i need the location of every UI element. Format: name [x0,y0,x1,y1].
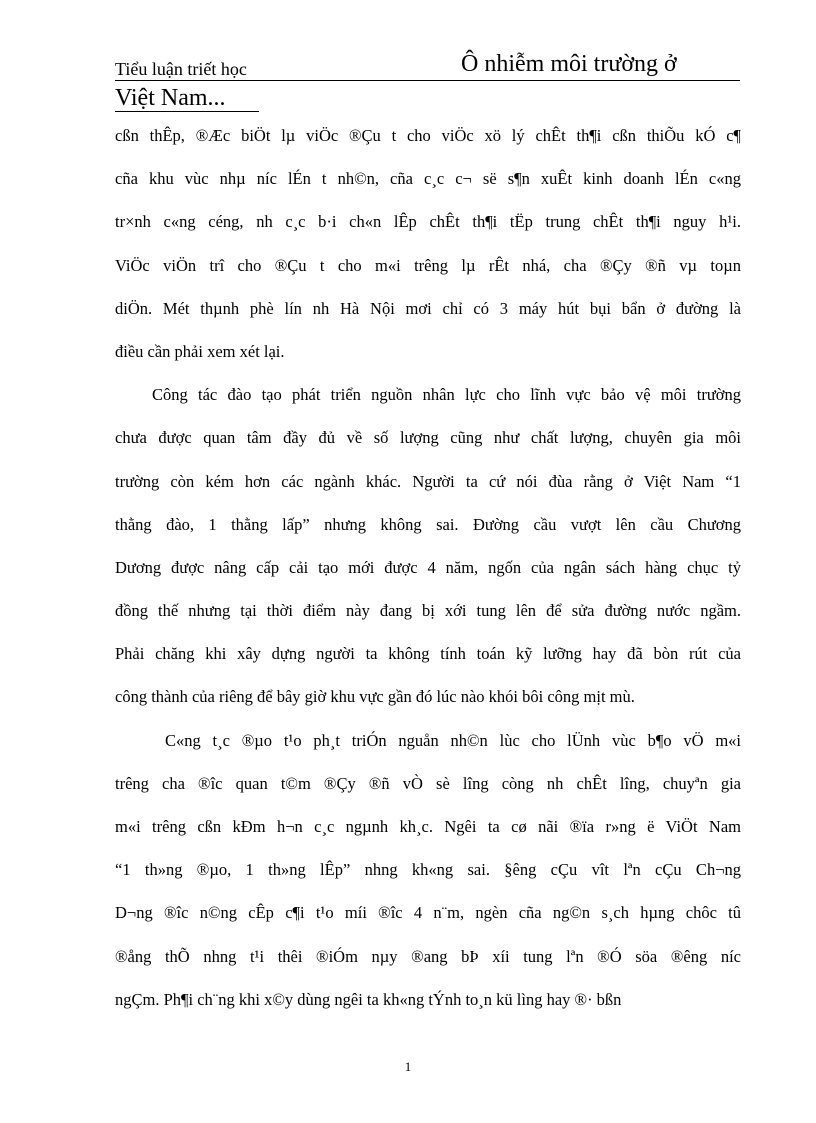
text-line: cßn thÊp, ®Æc biÖt lµ viÖc ®Çu t cho viÖc xö lý chÊt th¶i cßn thiÕu kÓ c¶ [115,126,741,145]
header-left-title: Tiểu luận triết học [115,59,247,79]
text-line: m«i trêng cßn kÐm h¬n c¸c ngµnh kh¸c. Ngêi ta cø nãi ®ïa r»ng ë ViÖt Nam [115,817,741,836]
paragraph [115,373,741,719]
page-number: 1 [404,1059,412,1074]
header-right-title: Ô nhiễm môi trường ở [461,51,677,77]
text-line: chưa được quan tâm đầy đủ về số lượng cũng như chất lượng, chuyên gia môi [115,428,741,448]
paragraph [115,114,741,373]
text-line: điều cần phải xem xét lại. [115,341,285,361]
text-line: ngÇm. Ph¶i ch¨ng khi x©y dùng ngêi ta kh«ng tÝnh to¸n kü lìng hay ®· bßn [115,989,622,1009]
text-line: D¬ng ®îc n©ng cÊp c¶i t¹o míi ®îc 4 n¨m, ngèn cña ng©n s¸ch hµng chôc tû [115,903,741,923]
header-title-continuation: Việt Nam... [115,85,226,111]
page-header [115,50,740,111]
text-line: “1 th»ng ®µo, 1 th»ng lÊp” nhng kh«ng sai. §êng cÇu vît lªn cÇu Ch¬ng [115,860,741,880]
text-line: công thành của riêng để bây giờ khu vực gần đó lúc nào khói bôi công mịt mù. [115,687,635,707]
text-line: Dương được nâng cấp cải tạo mới được 4 năm, ngốn của ngân sách hàng chục tỷ [115,557,741,577]
header-continuation-underline [115,111,259,112]
text-line: ViÖc viÖn trî cho ®Çu t cho m«i trêng lµ rÊt nhá, cha ®Çy ®ñ vµ toµn [115,255,741,275]
text-line: tr×nh c«ng céng, nh c¸c b·i ch«n lÊp chÊt th¶i tËp trung chÊt th¶i nguy h¹i. [115,212,741,232]
text-line: thằng đào, 1 thằng lấp” nhưng không sai. Đường cầu vượt lên cầu Chương [115,514,741,534]
text-line: C«ng t¸c ®µo t¹o ph¸t triÓn nguån nh©n lùc cho lÜnh vùc b¶o vÖ m«i [165,730,741,750]
paragraph [115,719,741,1021]
text-line: đồng thế nhưng tại thời điểm này đang bị xới tung lên để sửa đường nước ngầm. [115,601,741,621]
text-line: ®ång thÕ nhng t¹i thêi ®iÓm nµy ®ang bÞ xíi tung lªn ®Ó söa ®êng níc [115,946,741,966]
header-underline [115,80,740,81]
text-line: Công tác đào tạo phát triển nguồn nhân lực cho lĩnh vực bảo vệ môi trường [152,385,741,405]
body-text [115,114,741,1021]
text-line: trêng cha ®îc quan t©m ®Çy ®ñ vÒ sè lîng còng nh chÊt lîng, chuyªn gia [115,773,741,793]
text-line: cña khu vùc nhµ níc lÉn t nh©n, cña c¸c c¬ së s¶n xuÊt kinh doanh lÉn c«ng [115,169,741,189]
text-line: diÖn. Mét thµnh phè lín nh Hà Nội mơi chỉ có 3 máy hút bụi bẩn ở đường là [115,298,741,318]
text-line: trường còn kém hơn các ngành khác. Người ta cứ nói đùa rằng ở Việt Nam “1 [115,471,741,491]
text-line: Phải chăng khi xây dựng người ta không tính toán kỹ lưỡng hay đã bòn rút của [115,644,741,664]
